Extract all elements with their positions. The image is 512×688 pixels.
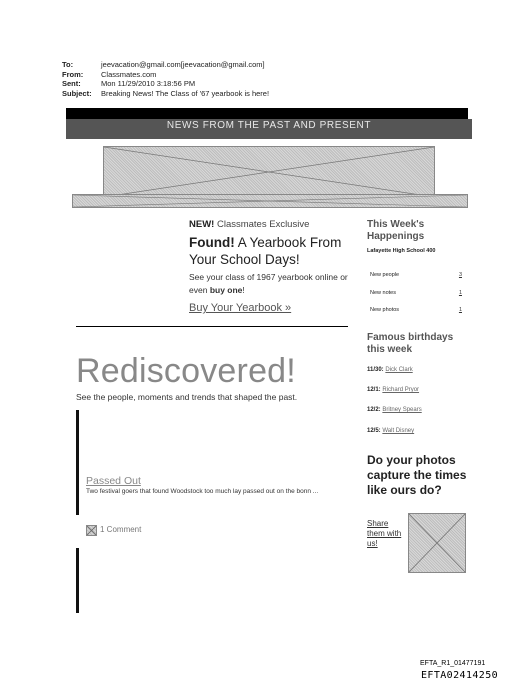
post-title-link[interactable]: Passed Out xyxy=(86,475,141,487)
from-label: From: xyxy=(62,69,84,79)
promo-headline xyxy=(189,234,359,268)
footer-ref-1: EFTA_R1_01477191 xyxy=(420,660,486,667)
to-value: jeevacation@gmail.com[jeevacation@gmail.com] xyxy=(101,60,265,69)
stat-label: New notes xyxy=(370,290,396,296)
news-banner xyxy=(66,119,472,139)
promo-eyebrow xyxy=(189,219,309,230)
birthday-item xyxy=(367,428,414,434)
stat-new-photos xyxy=(370,307,462,313)
comment-icon[interactable] xyxy=(86,525,97,536)
banner-text: NEWS FROM THE PAST AND PRESENT xyxy=(166,120,372,131)
rediscovered-title: Rediscovered! xyxy=(76,352,296,390)
birthday-name-link[interactable]: Dick Clark xyxy=(385,367,413,373)
footer-ref-2: EFTA02414250 xyxy=(421,670,499,681)
birthday-date: 12/1: xyxy=(367,387,381,393)
promo-body-suffix: ! xyxy=(242,285,245,295)
divider xyxy=(76,326,348,327)
stat-label: New photos xyxy=(370,307,400,313)
birthday-name-link[interactable]: Walt Disney xyxy=(382,428,415,434)
birthday-date: 11/30: xyxy=(367,367,384,373)
subject-value: Breaking News! The Class of '67 yearbook is here! xyxy=(101,88,270,98)
from-value: Classmates.com xyxy=(101,69,157,79)
subject-label: Subject: xyxy=(62,88,92,98)
to-label: To: xyxy=(62,60,74,69)
vertical-bar xyxy=(76,410,79,515)
birthday-name-link[interactable]: Britney Spears xyxy=(382,407,422,413)
birthday-item xyxy=(367,407,422,413)
stat-new-people xyxy=(370,272,462,278)
birthdays-title: Famous birthdays this week xyxy=(367,332,454,355)
comment-count-link[interactable]: 1 Comment xyxy=(100,525,142,534)
strip-image-placeholder xyxy=(72,194,468,208)
stat-count-link[interactable]: 3 xyxy=(458,272,462,278)
share-link[interactable]: Share them with us! xyxy=(367,519,402,548)
birthday-item xyxy=(367,387,419,393)
stat-count-link[interactable]: 1 xyxy=(458,290,462,296)
photos-question: Do your photos capture the times like ours do? xyxy=(367,453,467,497)
exclusive-label: Classmates Exclusive xyxy=(216,219,310,230)
birthday-date: 12/2: xyxy=(367,407,381,413)
sent-label: Sent: xyxy=(62,79,81,89)
share-image-placeholder xyxy=(408,513,466,573)
happenings-title: This Week's Happenings xyxy=(367,219,425,242)
school-name: Lafayette High School 400 xyxy=(367,248,436,254)
stat-label: New people xyxy=(370,272,400,278)
birthday-item xyxy=(367,367,413,373)
sent-value: Mon 11/29/2010 3:18:56 PM xyxy=(101,79,196,89)
email-header xyxy=(62,60,269,98)
new-label: NEW! xyxy=(189,219,215,230)
rediscovered-subtitle: See the people, moments and trends that shaped the past. xyxy=(76,392,298,402)
stat-count-link[interactable]: 1 xyxy=(458,307,462,313)
headline-rest: A Yearbook From Your School Days! xyxy=(189,235,342,267)
buy-yearbook-link[interactable]: Buy Your Yearbook » xyxy=(189,302,292,314)
promo-body-prefix: See your class of 1967 yearbook online or even xyxy=(189,272,348,295)
banner-top-bar xyxy=(66,108,468,119)
hero-image-placeholder xyxy=(103,146,435,198)
birthday-date: 12/5: xyxy=(367,428,381,434)
post-text: Two festival goers that found Woodstock too much lay passed out on the bonn ... xyxy=(86,488,319,495)
birthday-name-link[interactable]: Richard Pryor xyxy=(382,387,420,393)
stat-new-notes xyxy=(370,290,462,296)
vertical-bar xyxy=(76,548,79,613)
found-label: Found! xyxy=(189,235,235,250)
promo-body xyxy=(189,271,349,297)
promo-body-bold: buy one xyxy=(209,285,243,295)
